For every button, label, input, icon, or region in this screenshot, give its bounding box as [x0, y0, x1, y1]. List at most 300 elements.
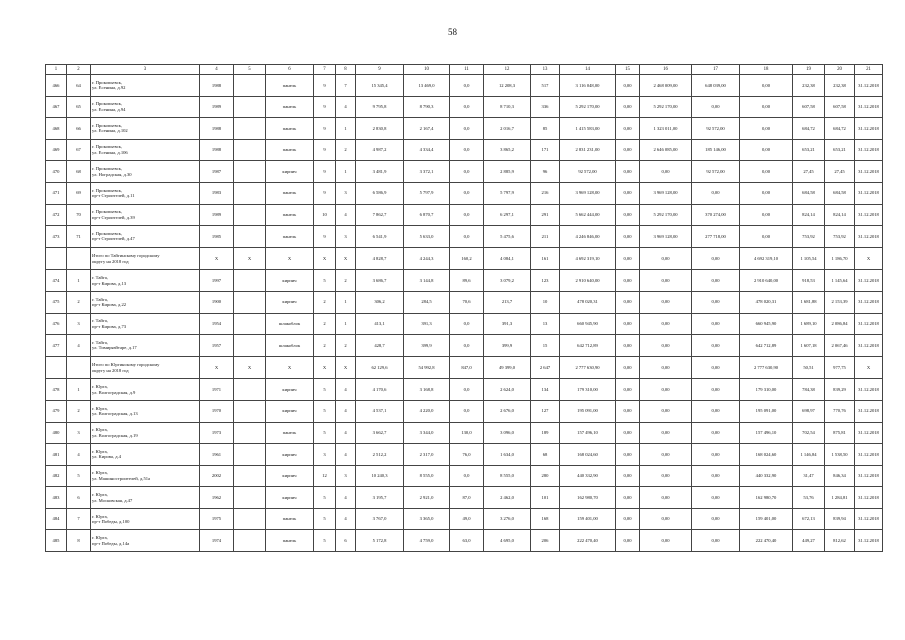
table-cell: кирпич	[266, 379, 314, 401]
table-cell: шлакоблок	[266, 335, 314, 357]
table-cell: 1989	[200, 96, 234, 118]
table-cell: 468	[46, 118, 67, 140]
table-cell: 6 541,9	[356, 226, 404, 248]
table-cell: 31.12.2018	[855, 291, 883, 313]
table-cell: 31.12.2018	[855, 400, 883, 422]
table-cell: 3 686,7	[356, 270, 404, 292]
table-cell: 4 170,6	[356, 379, 404, 401]
table-cell: 4	[336, 444, 356, 466]
table-cell: 1 186,70	[825, 247, 855, 270]
address-line: пр-т Строителей, д.11	[92, 193, 135, 199]
table-cell	[234, 75, 266, 97]
table-cell: 9	[314, 75, 336, 97]
table-row	[46, 291, 883, 313]
table-cell: 12	[314, 465, 336, 487]
address-line: пр-т Кирова, д.13	[92, 280, 127, 286]
table-cell: 3 195,7	[356, 487, 404, 509]
table-cell: 839,94	[825, 508, 855, 530]
table-cell: 31.12.2018	[855, 270, 883, 292]
table-cell	[234, 465, 266, 487]
table-cell: 0,0	[450, 75, 484, 97]
address-line: г. Юрга,	[92, 427, 108, 433]
table-cell: 71	[67, 226, 91, 248]
table-cell: 0,00	[692, 422, 740, 444]
table-cell: 31.12.2018	[855, 313, 883, 335]
table-cell: 5 633,0	[404, 226, 450, 248]
table-cell: 0,0	[450, 182, 484, 204]
table-cell: 0,00	[616, 139, 640, 161]
table-cell: кирпич	[266, 444, 314, 466]
table-cell: 1997	[200, 270, 234, 292]
table-cell: 517	[531, 75, 560, 97]
table-cell: 2 830,8	[356, 118, 404, 140]
table-cell: 2002	[200, 465, 234, 487]
table-cell: 3	[67, 422, 91, 444]
table-cell: 0,00	[616, 226, 640, 248]
table-cell: 8	[67, 530, 91, 552]
table-cell	[67, 247, 91, 270]
table-cell	[234, 487, 266, 509]
table-cell: 918,53	[793, 270, 825, 292]
table-cell: 0,00	[616, 356, 640, 379]
table-cell: 222 470,40	[740, 530, 793, 552]
table-cell: 4 537,1	[356, 400, 404, 422]
address-cell	[91, 291, 200, 313]
table-cell: X	[200, 356, 234, 379]
table-cell: 53,76	[793, 487, 825, 509]
table-cell: 684,58	[793, 182, 825, 204]
column-number-cell: 11	[450, 65, 484, 75]
table-cell: 92 572,00	[560, 161, 616, 183]
table-row	[46, 182, 883, 204]
table-cell: X	[234, 356, 266, 379]
address-line: ул. Есенина, д.102	[92, 128, 128, 134]
address-line: г. Тайга,	[92, 318, 108, 324]
table-cell: 49,0	[450, 508, 484, 530]
table-cell: 1900	[200, 291, 234, 313]
table-cell: 2 624,0	[484, 379, 531, 401]
table-cell: X	[234, 247, 266, 270]
table-cell: 0,00	[692, 356, 740, 379]
table-cell: 1971	[200, 379, 234, 401]
table-cell: 0,0	[450, 161, 484, 183]
table-cell: 467	[46, 96, 67, 118]
address-line: Итого по Тайгинскому городскому	[92, 252, 160, 258]
table-cell: 824,14	[825, 204, 855, 226]
table-cell	[234, 400, 266, 422]
table-cell: 10	[531, 291, 560, 313]
table-cell: 440 332,90	[740, 465, 793, 487]
address-line: округу на 2018 год	[92, 367, 129, 373]
table-cell: шлакоблок	[266, 313, 314, 335]
table-cell: 162 980,70	[740, 487, 793, 509]
address-line: г. Прокопьевск,	[92, 166, 123, 172]
column-number-cell: 7	[314, 65, 336, 75]
table-cell: 6 297,1	[484, 204, 531, 226]
table-cell: 9	[314, 139, 336, 161]
table-cell: 0,00	[692, 313, 740, 335]
table-cell: 3 276,0	[484, 508, 531, 530]
table-cell: 291	[531, 204, 560, 226]
table-cell: 0,00	[692, 508, 740, 530]
table-cell: 68	[531, 444, 560, 466]
table-cell: 9	[314, 118, 336, 140]
table-cell: 5	[314, 487, 336, 509]
table-cell: 1974	[200, 530, 234, 552]
table-cell: 0,00	[640, 313, 692, 335]
table-cell: 0,00	[692, 247, 740, 270]
table-cell: 0,00	[640, 465, 692, 487]
table-cell: 0,00	[616, 291, 640, 313]
table-cell: 31.12.2018	[855, 530, 883, 552]
table-cell: 336	[531, 96, 560, 118]
header-row	[46, 65, 883, 75]
table-cell: 1987	[200, 161, 234, 183]
table-cell: панель	[266, 530, 314, 552]
table-cell: 473	[46, 226, 67, 248]
address-cell	[91, 465, 200, 487]
address-cell	[91, 226, 200, 248]
table-cell: X	[314, 247, 336, 270]
table-cell: 4 244,3	[404, 247, 450, 270]
table-cell: 67	[67, 139, 91, 161]
table-cell: 0,00	[640, 530, 692, 552]
table-cell: 0,00	[616, 161, 640, 183]
table-cell: 471	[46, 182, 67, 204]
subtotal-row	[46, 356, 883, 379]
address-line: пр-т Кирова, д.22	[92, 302, 127, 308]
table-cell: 284,5	[404, 291, 450, 313]
table-cell: 195 091,00	[740, 400, 793, 422]
table-cell: 2 512,2	[356, 444, 404, 466]
table-cell	[234, 161, 266, 183]
table-cell: 31,47	[793, 465, 825, 487]
table-cell: 684,72	[793, 118, 825, 140]
table-cell: 27,45	[793, 161, 825, 183]
table-cell: 1 284,81	[825, 487, 855, 509]
column-number-cell: 10	[404, 65, 450, 75]
table-row	[46, 530, 883, 552]
table-cell: 607,58	[825, 96, 855, 118]
table-cell: 0,00	[616, 487, 640, 509]
table-cell: 31.12.2018	[855, 75, 883, 97]
table-cell: 2	[336, 335, 356, 357]
table-row	[46, 118, 883, 140]
table-cell: 0,0	[450, 139, 484, 161]
table-cell: 480	[46, 422, 67, 444]
address-line: пр-т Победы, д.14а	[92, 540, 130, 546]
subtotal-row	[46, 247, 883, 270]
table-cell: 1988	[200, 75, 234, 97]
table-cell: 484	[46, 508, 67, 530]
address-cell	[91, 161, 200, 183]
table-cell: 3 865,2	[484, 139, 531, 161]
table-cell: 87,0	[450, 487, 484, 509]
table-cell: 753,92	[825, 226, 855, 248]
table-cell: 232,38	[825, 75, 855, 97]
table-cell: 2 921,0	[404, 487, 450, 509]
table-cell: 607,58	[793, 96, 825, 118]
table-cell: 31.12.2018	[855, 379, 883, 401]
table-cell: 9	[314, 182, 336, 204]
table-cell: 5 475,6	[484, 226, 531, 248]
column-number-cell: 18	[740, 65, 793, 75]
table-cell: 1	[336, 118, 356, 140]
table-cell: 0,0	[450, 313, 484, 335]
table-cell: 63,0	[450, 530, 484, 552]
column-number-cell: 15	[616, 65, 640, 75]
table-cell: 0,00	[740, 139, 793, 161]
table-cell: 770,76	[825, 400, 855, 422]
address-cell	[91, 530, 200, 552]
table-cell: 157 496,10	[740, 422, 793, 444]
table-cell: 4	[67, 444, 91, 466]
table-cell: 1 689,10	[793, 313, 825, 335]
table-cell: 211	[531, 226, 560, 248]
table-cell: 232,38	[793, 75, 825, 97]
table-cell: 0,00	[740, 75, 793, 97]
table-cell: 0,00	[616, 204, 640, 226]
table-cell: 0,00	[640, 335, 692, 357]
table-cell	[234, 444, 266, 466]
address-line: ул. Волгоградская, д.19	[92, 432, 138, 438]
table-cell	[234, 508, 266, 530]
table-cell: 2 910 640,00	[560, 270, 616, 292]
address-cell	[91, 139, 200, 161]
table-cell: 0,0	[450, 118, 484, 140]
column-number-cell: 12	[484, 65, 531, 75]
table-cell: кирпич	[266, 291, 314, 313]
table-cell: 168 024,60	[740, 444, 793, 466]
table-cell: 5	[67, 465, 91, 487]
table-cell: 127	[531, 400, 560, 422]
table-cell: 6 870,7	[404, 204, 450, 226]
table-cell: 391,3	[484, 313, 531, 335]
table-cell: 3 969 128,00	[640, 226, 692, 248]
table-cell: 0,00	[740, 96, 793, 118]
address-line: г. Тайга,	[92, 275, 108, 281]
table-cell: 642 712,89	[560, 335, 616, 357]
table-cell: 1961	[200, 444, 234, 466]
table-row	[46, 465, 883, 487]
address-line: г. Тайга,	[92, 339, 108, 345]
address-line: ул. Волгоградская, д.13	[92, 411, 138, 417]
table-cell: 0,00	[692, 530, 740, 552]
table-cell: 479	[46, 400, 67, 422]
table-cell: 277 718,00	[692, 226, 740, 248]
table-cell: 2	[314, 291, 336, 313]
table-cell: 213,7	[484, 291, 531, 313]
table-row	[46, 270, 883, 292]
table-cell: 2 646 085,00	[640, 139, 692, 161]
table-cell: 2	[67, 291, 91, 313]
table-cell: 31.12.2018	[855, 335, 883, 357]
table-cell: 1	[67, 270, 91, 292]
table-cell: 684,58	[825, 182, 855, 204]
table-cell: 684,72	[825, 118, 855, 140]
table-cell: 3 344,0	[404, 422, 450, 444]
table-cell	[46, 247, 67, 270]
address-cell	[91, 379, 200, 401]
table-cell: 0,00	[616, 96, 640, 118]
table-cell: 5	[314, 400, 336, 422]
table-cell: 472	[46, 204, 67, 226]
table-cell: 4 246 846,00	[560, 226, 616, 248]
table-cell	[234, 139, 266, 161]
table-cell: 4	[336, 487, 356, 509]
table-cell: 0,00	[616, 465, 640, 487]
address-line: г. Прокопьевск,	[92, 122, 123, 128]
table-cell: панель	[266, 75, 314, 97]
table-cell: 89,6	[450, 270, 484, 292]
table-cell: 0,0	[450, 400, 484, 422]
table-cell: 875,81	[825, 422, 855, 444]
table-cell	[234, 335, 266, 357]
table-cell: 6	[67, 487, 91, 509]
table-cell: 96	[531, 161, 560, 183]
table-cell: 1 538,50	[825, 444, 855, 466]
table-cell: 4	[336, 400, 356, 422]
address-line: г. Юрга,	[92, 448, 108, 454]
table-row	[46, 226, 883, 248]
table-row	[46, 444, 883, 466]
table-cell: 3 144,8	[404, 270, 450, 292]
table-cell: 5 292 170,00	[640, 96, 692, 118]
table-cell: X	[336, 247, 356, 270]
address-line: г. Юрга,	[92, 535, 108, 541]
table-cell: 1 415 583,00	[560, 118, 616, 140]
table-cell: 9	[314, 96, 336, 118]
table-cell: 0,00	[740, 161, 793, 183]
table-cell: 179 310,00	[560, 379, 616, 401]
table-cell: 2 910 640,00	[740, 270, 793, 292]
table-cell: X	[855, 247, 883, 270]
table-cell: 653,21	[793, 139, 825, 161]
address-line: ул. Волгоградская, д.9	[92, 389, 136, 395]
table-cell: 2 067,46	[825, 335, 855, 357]
table-cell: 280	[531, 465, 560, 487]
table-cell: 31.12.2018	[855, 182, 883, 204]
table-cell: 5 172,8	[356, 530, 404, 552]
table-cell: 0,00	[640, 247, 692, 270]
table-cell: 0,00	[692, 291, 740, 313]
table-cell: 10 240,3	[356, 465, 404, 487]
table-cell: 15	[531, 335, 560, 357]
table-cell: 54 992,8	[404, 356, 450, 379]
column-number-cell: 14	[560, 65, 616, 75]
table-cell: 399,9	[484, 335, 531, 357]
table-cell: панель	[266, 182, 314, 204]
table-row	[46, 335, 883, 357]
address-line: г. Юрга,	[92, 405, 108, 411]
column-number-cell: 19	[793, 65, 825, 75]
table-cell: 5 662 444,00	[560, 204, 616, 226]
table-cell: 70,6	[450, 291, 484, 313]
table-cell: 13	[531, 313, 560, 335]
address-cell	[91, 335, 200, 357]
table-cell: 481	[46, 444, 67, 466]
table-row	[46, 379, 883, 401]
table-cell	[234, 182, 266, 204]
table-cell: 195 091,00	[560, 400, 616, 422]
table-cell: 5	[314, 422, 336, 444]
table-row	[46, 313, 883, 335]
table-cell: 440 332,90	[560, 465, 616, 487]
table-cell: 0,00	[692, 182, 740, 204]
table-cell: панель	[266, 96, 314, 118]
table-cell: 161	[531, 247, 560, 270]
table-cell: X	[200, 247, 234, 270]
table-cell	[234, 96, 266, 118]
table-cell: 92 572,00	[692, 118, 740, 140]
table-cell	[234, 422, 266, 444]
table-cell: 2	[67, 400, 91, 422]
column-number-cell: 8	[336, 65, 356, 75]
address-line: г. Прокопьевск,	[92, 187, 123, 193]
table-cell	[234, 118, 266, 140]
table-cell: кирпич	[266, 487, 314, 509]
table-cell: 3	[67, 313, 91, 335]
address-line: г. Юрга,	[92, 384, 108, 390]
table-cell: панель	[266, 204, 314, 226]
table-cell: 8 710,3	[484, 96, 531, 118]
table-cell: 1985	[200, 226, 234, 248]
address-line: ул. Ноградская, д.30	[92, 171, 132, 177]
table-cell: 4 828,7	[356, 247, 404, 270]
address-line: ул. Есенина, д.106	[92, 150, 128, 156]
address-line: пр-т Победы, д.100	[92, 519, 130, 525]
column-number-cell: 20	[825, 65, 855, 75]
table-cell: 2	[314, 313, 336, 335]
table-cell: 0,00	[640, 356, 692, 379]
table-cell: 1988	[200, 139, 234, 161]
table-cell: 483	[46, 487, 67, 509]
table-cell: 0,0	[450, 204, 484, 226]
table-cell: 31.12.2018	[855, 422, 883, 444]
table-cell: 3 969 128,00	[640, 182, 692, 204]
page-number: 58	[448, 27, 457, 37]
table-cell: 1 323 011,00	[640, 118, 692, 140]
table-cell: 4 334,4	[404, 139, 450, 161]
column-number-cell: 9	[356, 65, 404, 75]
table-cell: 3 372,1	[404, 161, 450, 183]
address-line: г. Юрга,	[92, 513, 108, 519]
table-cell: 5	[314, 379, 336, 401]
table-cell: 470	[46, 161, 67, 183]
table-cell: 31.12.2018	[855, 487, 883, 509]
table-cell: 0,0	[450, 226, 484, 248]
table-cell: 2 016,7	[484, 118, 531, 140]
table-cell: 1983	[200, 182, 234, 204]
table-cell: 0,00	[692, 96, 740, 118]
table-cell: 68	[67, 161, 91, 183]
table-cell: 2 167,4	[404, 118, 450, 140]
table-cell: X	[266, 356, 314, 379]
table-cell: 0,00	[616, 444, 640, 466]
address-line: Итого по Юргинскому городскому	[92, 361, 160, 367]
table-cell: 1 145,64	[825, 270, 855, 292]
table-cell: 179 310,00	[740, 379, 793, 401]
column-number-cell: 4	[200, 65, 234, 75]
table-cell: 2 831 231,00	[560, 139, 616, 161]
table-cell: 7	[336, 75, 356, 97]
table-cell: 31.12.2018	[855, 204, 883, 226]
table-cell: 413,1	[356, 313, 404, 335]
table-cell: 8 555,0	[404, 465, 450, 487]
table-row	[46, 96, 883, 118]
table-cell: 189	[531, 422, 560, 444]
table-cell	[67, 356, 91, 379]
